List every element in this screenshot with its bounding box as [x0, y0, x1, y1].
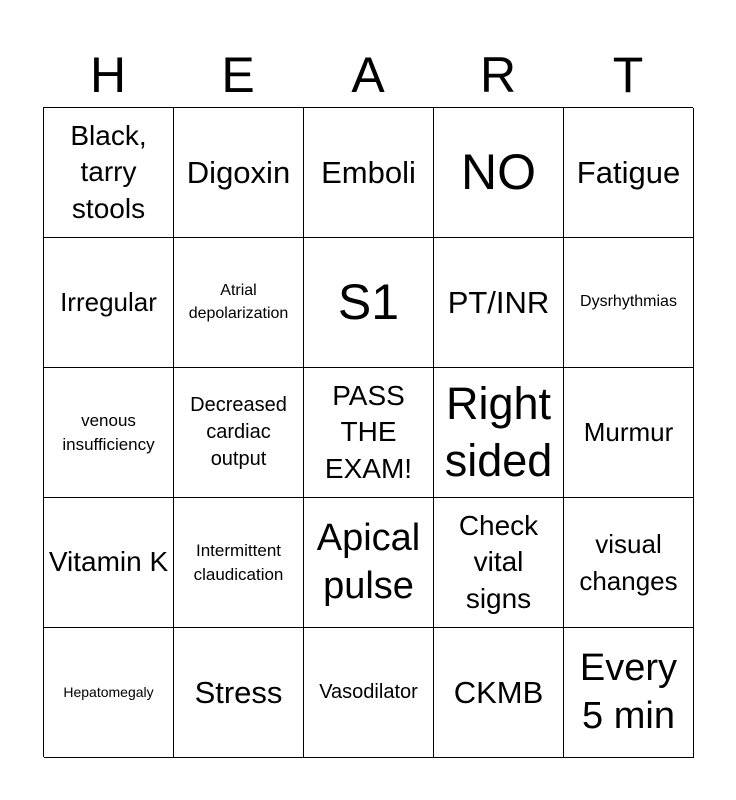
cell-text: Vasodilator: [319, 681, 418, 703]
cell-text: Emboli: [321, 154, 416, 190]
bingo-cell-r2c1[interactable]: [44, 238, 174, 368]
cell-text: Check vital signs: [458, 509, 539, 614]
cell-text: Hepatomegaly: [63, 684, 154, 701]
cell-text: visual changes: [579, 529, 678, 596]
cell-text: venous insufficiency: [62, 410, 155, 454]
cell-text: S1: [337, 274, 400, 330]
bingo-cell-r5c1[interactable]: [44, 628, 174, 758]
bingo-cell-r4c4[interactable]: [434, 498, 564, 628]
bingo-cell-r4c3[interactable]: [304, 498, 434, 628]
cell-text: Irregular: [60, 287, 157, 318]
cell-text: Every 5 min: [579, 647, 678, 737]
bingo-cell-r2c3[interactable]: [304, 238, 434, 368]
bingo-cell-r1c5[interactable]: [564, 108, 694, 238]
cell-text: Dysrhythmias: [580, 293, 677, 311]
bingo-header: [43, 44, 693, 106]
header-letter-a: A: [351, 47, 385, 103]
cell-text: Murmur: [583, 417, 674, 448]
bingo-board: [43, 107, 693, 757]
cell-text: NO: [461, 144, 536, 200]
cell-text: Apical pulse: [316, 517, 421, 607]
bingo-cell-r5c4[interactable]: [434, 628, 564, 758]
cell-text: Digoxin: [186, 154, 291, 190]
cell-text: PASS THE EXAM!: [324, 379, 413, 484]
cell-text: Vitamin K: [48, 546, 169, 578]
bingo-cell-r4c5[interactable]: [564, 498, 694, 628]
header-letter-t: T: [612, 47, 644, 103]
bingo-cell-r2c4[interactable]: [434, 238, 564, 368]
bingo-cell-r1c2[interactable]: [174, 108, 304, 238]
bingo-cell-r3c5[interactable]: [564, 368, 694, 498]
bingo-cell-r5c3[interactable]: [304, 628, 434, 758]
bingo-cell-r3c4[interactable]: [434, 368, 564, 498]
bingo-cell-r1c3[interactable]: [304, 108, 434, 238]
cell-text: Fatigue: [576, 154, 681, 190]
cell-text: CKMB: [453, 674, 544, 710]
cell-text: Decreased cardiac output: [190, 394, 287, 470]
bingo-cell-r5c2[interactable]: [174, 628, 304, 758]
bingo-cell-r3c1[interactable]: [44, 368, 174, 498]
header-letter-e: E: [221, 47, 255, 103]
bingo-cell-r4c1[interactable]: [44, 498, 174, 628]
cell-text: Right sided: [444, 378, 553, 486]
cell-text: Black, tarry stools: [70, 119, 147, 224]
bingo-cell-r2c2[interactable]: [174, 238, 304, 368]
bingo-cell-r2c5[interactable]: [564, 238, 694, 368]
cell-text: Intermittent claudication: [193, 540, 284, 584]
cell-text: Atrial depolarization: [188, 282, 289, 322]
cell-text: PT/INR: [447, 284, 550, 320]
bingo-cell-r3c2[interactable]: [174, 368, 304, 498]
header-letter-h: H: [89, 47, 127, 103]
bingo-cell-r3c3[interactable]: [304, 368, 434, 498]
bingo-cell-r1c4[interactable]: [434, 108, 564, 238]
cell-text: Stress: [194, 674, 283, 710]
bingo-cell-r5c5[interactable]: [564, 628, 694, 758]
header-letter-r: R: [479, 47, 517, 103]
bingo-cell-r1c1[interactable]: [44, 108, 174, 238]
bingo-cell-r4c2[interactable]: [174, 498, 304, 628]
